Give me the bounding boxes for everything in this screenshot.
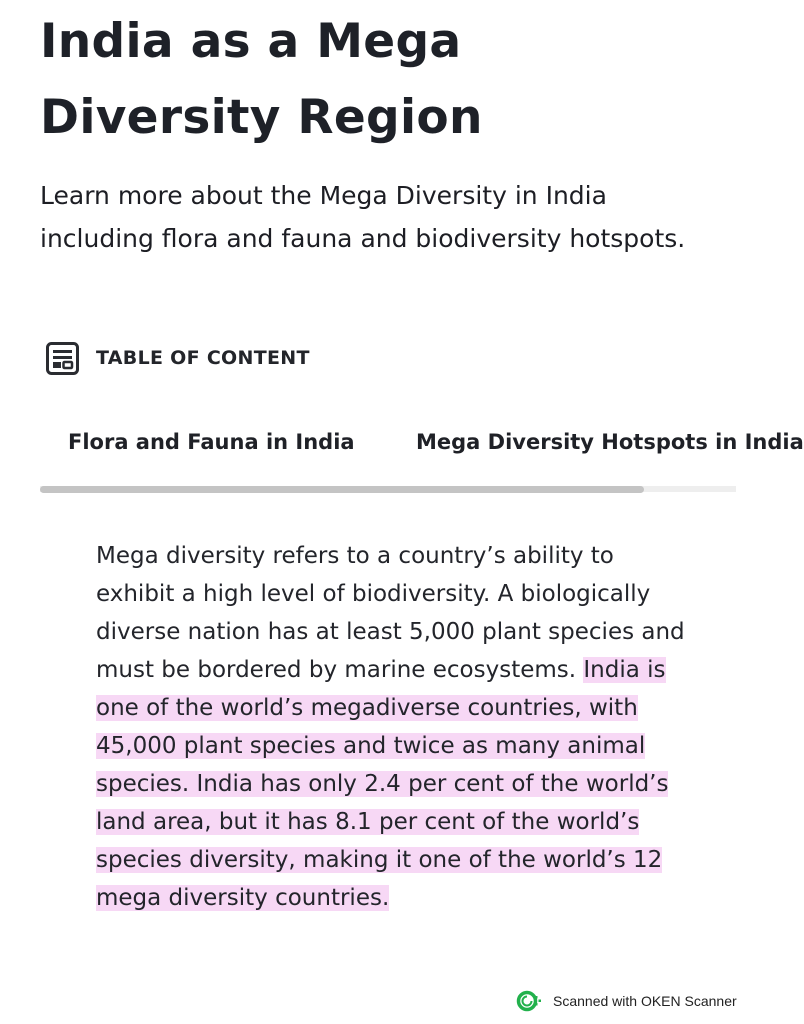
tab-mega-diversity-hotspots[interactable]: Mega Diversity Hotspots in India	[416, 430, 804, 454]
section-tabs	[40, 420, 804, 496]
tab-scroll-indicator[interactable]	[40, 486, 644, 493]
scanner-watermark	[516, 989, 737, 1013]
highlighted-text: India is one of the world’s megadiverse countries, with 45,000 plant species and twice as many animal species. India has only 2.4 per cent of the world’s land area, but it has 8.1 per cent of the world’s species diversity, making it one of the world’s 12 mega diversity countries.	[96, 657, 669, 911]
table-of-contents-label: TABLE OF CONTENT	[96, 347, 310, 369]
paragraph-intro-text: Mega diversity refers to a country’s ability to exhibit a high level of biodiversity. A biologically diverse nation has at least 5,000 plant species and must be bordered by marine ecosystems.	[96, 543, 685, 683]
scanner-text: Scanned with OKEN Scanner	[553, 993, 737, 1009]
page-subtitle: Learn more about the Mega Diversity in India including flora and fauna and biodiversity hotspots.	[40, 181, 686, 253]
oken-scanner-logo-icon	[516, 990, 542, 1012]
table-of-contents-icon	[46, 342, 79, 375]
tab-flora-and-fauna[interactable]: Flora and Fauna in India	[68, 430, 355, 454]
page-title: India as a Mega Diversity Region	[40, 14, 483, 145]
table-of-contents-toggle[interactable]	[46, 340, 310, 376]
article-paragraph	[96, 537, 686, 917]
